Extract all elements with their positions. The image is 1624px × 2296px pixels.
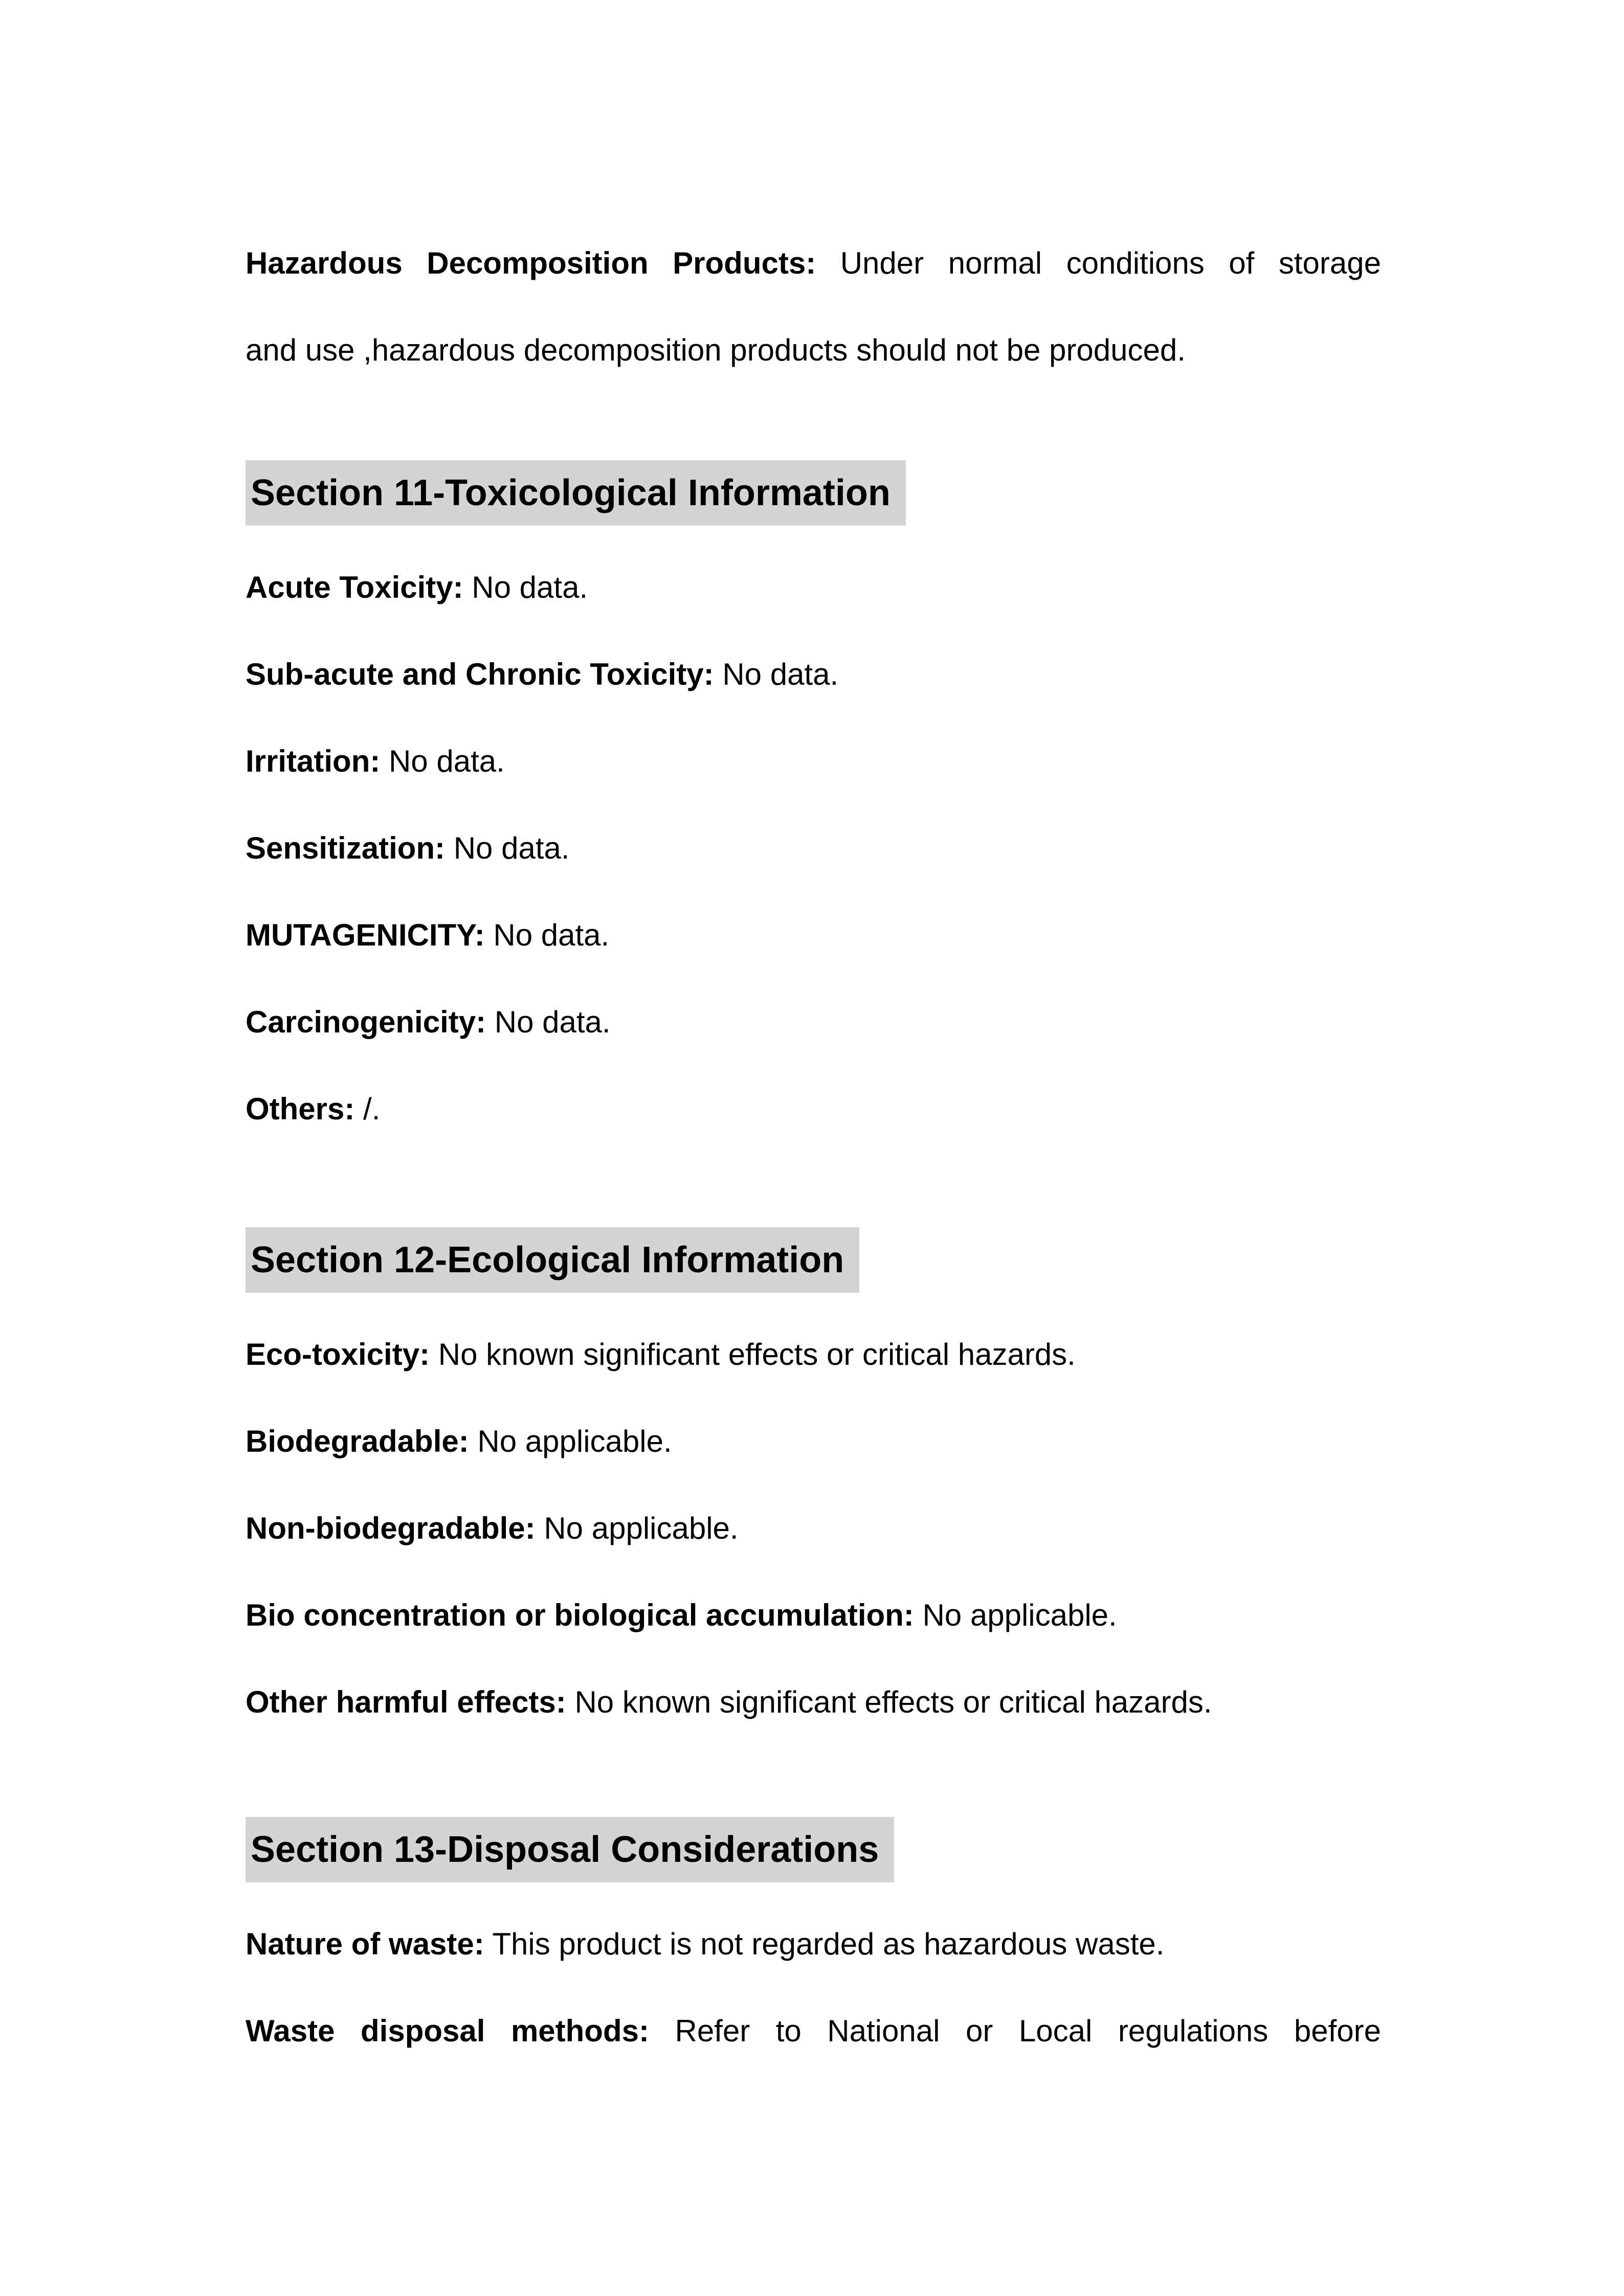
field-other-harmful-effects: Other harmful effects: No known significant effects or critical hazards. — [246, 1685, 1212, 1719]
section-11-title: Section 11-Toxicological Information — [246, 460, 906, 526]
field-waste-disposal-methods: Waste disposal methods: Refer to National or Local regulations before — [246, 2014, 1381, 2048]
field-carcinogenicity: Carcinogenicity: No data. — [246, 1005, 611, 1039]
section-13-heading-row — [246, 1817, 1381, 1882]
field-value-hazardous-decomposition-products: Under normal conditions of storage — [840, 246, 1381, 280]
field-irritation: Irritation: No data. — [246, 744, 505, 778]
section-11-heading-row — [246, 460, 1381, 526]
field-sub-acute-chronic-toxicity: Sub-acute and Chronic Toxicity: No data. — [246, 657, 839, 691]
section-12-body — [246, 1311, 1381, 1746]
field-bio-concentration: Bio concentration or biological accumulation: No applicable. — [246, 1598, 1117, 1632]
field-mutagenicity: MUTAGENICITY: No data. — [246, 918, 610, 952]
section-13-title: Section 13-Disposal Considerations — [246, 1817, 894, 1882]
section-12-heading-row — [246, 1227, 1381, 1293]
field-eco-toxicity: Eco-toxicity: No known significant effects or critical hazards. — [246, 1337, 1076, 1371]
field-sensitization: Sensitization: No data. — [246, 831, 570, 865]
intro-paragraph-line-2: and use ,hazardous decomposition products should not be produced. — [246, 333, 1186, 367]
field-others: Others: /. — [246, 1092, 381, 1126]
section-12-title: Section 12-Ecological Information — [246, 1227, 859, 1293]
section-11-body — [246, 544, 1381, 1153]
field-biodegradable: Biodegradable: No applicable. — [246, 1424, 672, 1458]
field-label-hazardous-decomposition-products: Hazardous Decomposition Products: — [246, 246, 816, 280]
intro-paragraph-line-1 — [246, 220, 1381, 307]
field-acute-toxicity: Acute Toxicity: No data. — [246, 570, 588, 604]
field-nature-of-waste: Nature of waste: This product is not regarded as hazardous waste. — [246, 1927, 1165, 1961]
section-13-body — [246, 1901, 1381, 2075]
field-non-biodegradable: Non-biodegradable: No applicable. — [246, 1511, 739, 1545]
